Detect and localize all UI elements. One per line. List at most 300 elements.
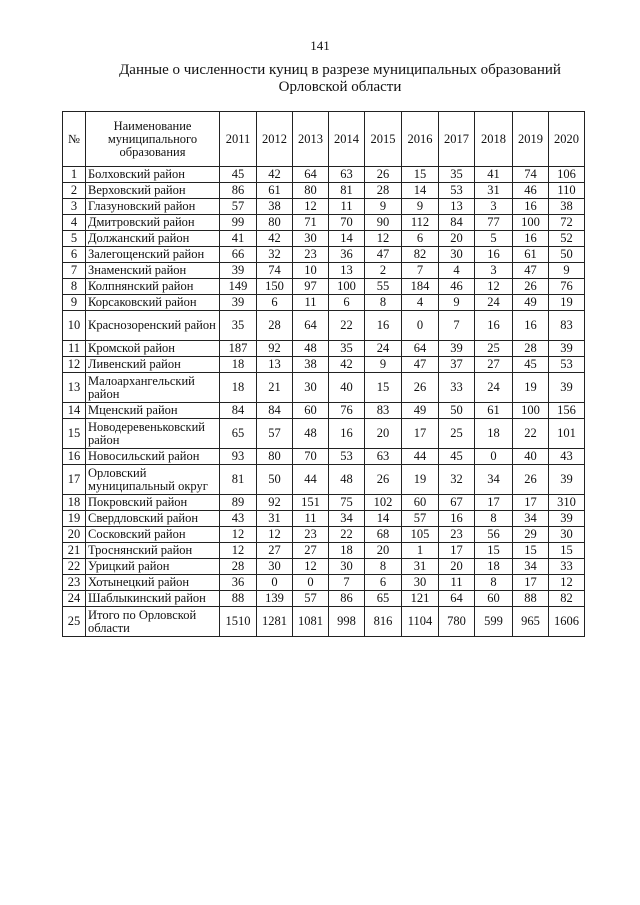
year-value-cell: 6 bbox=[329, 295, 365, 311]
row-number: 9 bbox=[63, 295, 86, 311]
municipality-name: Залегощенский район bbox=[86, 247, 220, 263]
year-value-cell: 44 bbox=[402, 449, 439, 465]
year-value-cell: 57 bbox=[402, 511, 439, 527]
year-value-cell: 5 bbox=[475, 231, 513, 247]
municipality-name: Корсаковский район bbox=[86, 295, 220, 311]
year-value-cell: 49 bbox=[513, 295, 549, 311]
year-value-cell: 61 bbox=[475, 403, 513, 419]
year-value-cell: 71 bbox=[293, 215, 329, 231]
year-value-cell: 67 bbox=[439, 495, 475, 511]
year-value-cell: 6 bbox=[257, 295, 293, 311]
row-number: 13 bbox=[63, 373, 86, 403]
table-body bbox=[63, 167, 585, 637]
year-value-cell: 3 bbox=[475, 199, 513, 215]
header-name bbox=[86, 112, 220, 167]
year-value-cell: 19 bbox=[549, 295, 585, 311]
year-value-cell: 53 bbox=[439, 183, 475, 199]
year-value-cell: 4 bbox=[439, 263, 475, 279]
year-value-cell: 8 bbox=[365, 295, 402, 311]
year-value-cell: 7 bbox=[329, 575, 365, 591]
year-value-cell: 82 bbox=[402, 247, 439, 263]
table-row bbox=[63, 543, 585, 559]
year-value-cell: 105 bbox=[402, 527, 439, 543]
year-value-cell: 45 bbox=[513, 357, 549, 373]
year-value-cell: 9 bbox=[549, 263, 585, 279]
year-value-cell: 39 bbox=[220, 263, 257, 279]
year-value-cell: 139 bbox=[257, 591, 293, 607]
row-number: 24 bbox=[63, 591, 86, 607]
year-value-cell: 47 bbox=[365, 247, 402, 263]
row-number: 6 bbox=[63, 247, 86, 263]
year-value-cell: 43 bbox=[220, 511, 257, 527]
table-row bbox=[63, 403, 585, 419]
year-value-cell: 83 bbox=[365, 403, 402, 419]
year-value-cell: 16 bbox=[439, 511, 475, 527]
year-value-cell: 86 bbox=[329, 591, 365, 607]
year-value-cell: 1104 bbox=[402, 607, 439, 637]
row-number: 15 bbox=[63, 419, 86, 449]
row-number: 17 bbox=[63, 465, 86, 495]
year-value-cell: 53 bbox=[329, 449, 365, 465]
table-row bbox=[63, 373, 585, 403]
year-value-cell: 48 bbox=[293, 419, 329, 449]
year-value-cell: 27 bbox=[293, 543, 329, 559]
year-value-cell: 106 bbox=[549, 167, 585, 183]
year-value-cell: 77 bbox=[475, 215, 513, 231]
year-value-cell: 64 bbox=[439, 591, 475, 607]
year-value-cell: 33 bbox=[549, 559, 585, 575]
table-row bbox=[63, 167, 585, 183]
table-row bbox=[63, 215, 585, 231]
year-value-cell: 70 bbox=[329, 215, 365, 231]
year-value-cell: 18 bbox=[475, 559, 513, 575]
year-value-cell: 23 bbox=[293, 247, 329, 263]
year-value-cell: 46 bbox=[439, 279, 475, 295]
year-value-cell: 102 bbox=[365, 495, 402, 511]
year-value-cell: 121 bbox=[402, 591, 439, 607]
year-value-cell: 46 bbox=[513, 183, 549, 199]
year-value-cell: 30 bbox=[329, 559, 365, 575]
year-value-cell: 4 bbox=[402, 295, 439, 311]
municipality-name: Троснянский район bbox=[86, 543, 220, 559]
municipality-name: Ливенский район bbox=[86, 357, 220, 373]
table-row bbox=[63, 263, 585, 279]
year-value-cell: 36 bbox=[220, 575, 257, 591]
year-value-cell: 26 bbox=[513, 465, 549, 495]
year-value-cell: 0 bbox=[475, 449, 513, 465]
year-value-cell: 38 bbox=[549, 199, 585, 215]
year-value-cell: 48 bbox=[329, 465, 365, 495]
year-value-cell: 49 bbox=[402, 403, 439, 419]
year-value-cell: 12 bbox=[293, 199, 329, 215]
year-value-cell: 30 bbox=[293, 231, 329, 247]
year-value-cell: 39 bbox=[220, 295, 257, 311]
year-value-cell: 151 bbox=[293, 495, 329, 511]
year-value-cell: 1281 bbox=[257, 607, 293, 637]
header-year: 2018 bbox=[475, 112, 513, 167]
year-value-cell: 998 bbox=[329, 607, 365, 637]
table-row bbox=[63, 183, 585, 199]
year-value-cell: 16 bbox=[475, 247, 513, 263]
document-title bbox=[90, 62, 590, 96]
year-value-cell: 17 bbox=[439, 543, 475, 559]
header-name-line: муниципального bbox=[107, 131, 198, 146]
year-value-cell: 33 bbox=[439, 373, 475, 403]
municipality-name: Покровский район bbox=[86, 495, 220, 511]
year-value-cell: 22 bbox=[513, 419, 549, 449]
row-number: 25 bbox=[63, 607, 86, 637]
municipality-name: Орловский муниципальный округ bbox=[86, 465, 220, 495]
table-row bbox=[63, 511, 585, 527]
year-value-cell: 25 bbox=[439, 419, 475, 449]
year-value-cell: 37 bbox=[439, 357, 475, 373]
year-value-cell: 6 bbox=[365, 575, 402, 591]
year-value-cell: 16 bbox=[513, 231, 549, 247]
header-year: 2020 bbox=[549, 112, 585, 167]
table-row bbox=[63, 311, 585, 341]
year-value-cell: 47 bbox=[513, 263, 549, 279]
row-number: 1 bbox=[63, 167, 86, 183]
year-value-cell: 31 bbox=[475, 183, 513, 199]
year-value-cell: 24 bbox=[475, 373, 513, 403]
year-value-cell: 20 bbox=[365, 543, 402, 559]
year-value-cell: 28 bbox=[513, 341, 549, 357]
year-value-cell: 60 bbox=[475, 591, 513, 607]
year-value-cell: 12 bbox=[257, 527, 293, 543]
year-value-cell: 66 bbox=[220, 247, 257, 263]
year-value-cell: 18 bbox=[475, 419, 513, 449]
year-value-cell: 11 bbox=[439, 575, 475, 591]
year-value-cell: 88 bbox=[513, 591, 549, 607]
year-value-cell: 13 bbox=[329, 263, 365, 279]
year-value-cell: 1510 bbox=[220, 607, 257, 637]
header-name-line: Наименование bbox=[113, 118, 192, 133]
year-value-cell: 76 bbox=[329, 403, 365, 419]
table-row bbox=[63, 607, 585, 637]
year-value-cell: 1081 bbox=[293, 607, 329, 637]
year-value-cell: 15 bbox=[513, 543, 549, 559]
year-value-cell: 101 bbox=[549, 419, 585, 449]
year-value-cell: 9 bbox=[365, 199, 402, 215]
year-value-cell: 42 bbox=[329, 357, 365, 373]
year-value-cell: 187 bbox=[220, 341, 257, 357]
table-row bbox=[63, 199, 585, 215]
year-value-cell: 86 bbox=[220, 183, 257, 199]
year-value-cell: 80 bbox=[293, 183, 329, 199]
year-value-cell: 92 bbox=[257, 495, 293, 511]
table-row bbox=[63, 591, 585, 607]
table-header-row bbox=[63, 112, 585, 167]
year-value-cell: 19 bbox=[513, 373, 549, 403]
year-value-cell: 22 bbox=[329, 311, 365, 341]
year-value-cell: 61 bbox=[257, 183, 293, 199]
year-value-cell: 24 bbox=[365, 341, 402, 357]
year-value-cell: 8 bbox=[475, 575, 513, 591]
row-number: 2 bbox=[63, 183, 86, 199]
year-value-cell: 30 bbox=[439, 247, 475, 263]
year-value-cell: 81 bbox=[329, 183, 365, 199]
municipality-name: Знаменский район bbox=[86, 263, 220, 279]
year-value-cell: 23 bbox=[439, 527, 475, 543]
year-value-cell: 9 bbox=[365, 357, 402, 373]
year-value-cell: 15 bbox=[365, 373, 402, 403]
year-value-cell: 599 bbox=[475, 607, 513, 637]
year-value-cell: 74 bbox=[257, 263, 293, 279]
header-year: 2011 bbox=[220, 112, 257, 167]
marten-population-table bbox=[62, 111, 585, 637]
year-value-cell: 26 bbox=[513, 279, 549, 295]
table-row bbox=[63, 419, 585, 449]
year-value-cell: 26 bbox=[365, 167, 402, 183]
municipality-name: Итого по Орловской области bbox=[86, 607, 220, 637]
year-value-cell: 80 bbox=[257, 215, 293, 231]
year-value-cell: 310 bbox=[549, 495, 585, 511]
table-row bbox=[63, 247, 585, 263]
year-value-cell: 18 bbox=[220, 373, 257, 403]
year-value-cell: 3 bbox=[475, 263, 513, 279]
year-value-cell: 41 bbox=[475, 167, 513, 183]
table-row bbox=[63, 575, 585, 591]
row-number: 11 bbox=[63, 341, 86, 357]
year-value-cell: 16 bbox=[513, 311, 549, 341]
row-number: 20 bbox=[63, 527, 86, 543]
year-value-cell: 22 bbox=[329, 527, 365, 543]
year-value-cell: 16 bbox=[475, 311, 513, 341]
municipality-name: Краснозоренский район bbox=[86, 311, 220, 341]
year-value-cell: 34 bbox=[475, 465, 513, 495]
header-name-line: образования bbox=[119, 144, 186, 159]
year-value-cell: 8 bbox=[475, 511, 513, 527]
year-value-cell: 65 bbox=[365, 591, 402, 607]
year-value-cell: 6 bbox=[402, 231, 439, 247]
table-row bbox=[63, 559, 585, 575]
year-value-cell: 75 bbox=[329, 495, 365, 511]
header-year: 2017 bbox=[439, 112, 475, 167]
year-value-cell: 36 bbox=[329, 247, 365, 263]
year-value-cell: 18 bbox=[220, 357, 257, 373]
year-value-cell: 7 bbox=[402, 263, 439, 279]
year-value-cell: 149 bbox=[220, 279, 257, 295]
header-year: 2012 bbox=[257, 112, 293, 167]
year-value-cell: 80 bbox=[257, 449, 293, 465]
table-row bbox=[63, 495, 585, 511]
header-year: 2019 bbox=[513, 112, 549, 167]
year-value-cell: 30 bbox=[549, 527, 585, 543]
year-value-cell: 100 bbox=[513, 403, 549, 419]
year-value-cell: 12 bbox=[220, 543, 257, 559]
year-value-cell: 50 bbox=[257, 465, 293, 495]
year-value-cell: 40 bbox=[513, 449, 549, 465]
year-value-cell: 39 bbox=[549, 373, 585, 403]
year-value-cell: 34 bbox=[513, 511, 549, 527]
row-number: 16 bbox=[63, 449, 86, 465]
municipality-name: Новодеревеньковский район bbox=[86, 419, 220, 449]
year-value-cell: 780 bbox=[439, 607, 475, 637]
year-value-cell: 28 bbox=[257, 311, 293, 341]
year-value-cell: 64 bbox=[293, 167, 329, 183]
year-value-cell: 0 bbox=[402, 311, 439, 341]
year-value-cell: 184 bbox=[402, 279, 439, 295]
table-row bbox=[63, 449, 585, 465]
year-value-cell: 92 bbox=[257, 341, 293, 357]
year-value-cell: 45 bbox=[439, 449, 475, 465]
year-value-cell: 965 bbox=[513, 607, 549, 637]
year-value-cell: 84 bbox=[439, 215, 475, 231]
year-value-cell: 57 bbox=[293, 591, 329, 607]
year-value-cell: 84 bbox=[220, 403, 257, 419]
row-number: 7 bbox=[63, 263, 86, 279]
year-value-cell: 12 bbox=[293, 559, 329, 575]
header-year: 2016 bbox=[402, 112, 439, 167]
row-number: 4 bbox=[63, 215, 86, 231]
year-value-cell: 16 bbox=[513, 199, 549, 215]
year-value-cell: 35 bbox=[439, 167, 475, 183]
year-value-cell: 24 bbox=[475, 295, 513, 311]
year-value-cell: 13 bbox=[257, 357, 293, 373]
year-value-cell: 84 bbox=[257, 403, 293, 419]
year-value-cell: 35 bbox=[329, 341, 365, 357]
year-value-cell: 30 bbox=[402, 575, 439, 591]
year-value-cell: 82 bbox=[549, 591, 585, 607]
year-value-cell: 61 bbox=[513, 247, 549, 263]
year-value-cell: 42 bbox=[257, 167, 293, 183]
row-number: 14 bbox=[63, 403, 86, 419]
header-num: № bbox=[63, 112, 86, 167]
page-number: 141 bbox=[310, 38, 330, 53]
year-value-cell: 50 bbox=[439, 403, 475, 419]
row-number: 19 bbox=[63, 511, 86, 527]
year-value-cell: 56 bbox=[475, 527, 513, 543]
table-row bbox=[63, 465, 585, 495]
year-value-cell: 10 bbox=[293, 263, 329, 279]
row-number: 21 bbox=[63, 543, 86, 559]
year-value-cell: 17 bbox=[513, 495, 549, 511]
year-value-cell: 18 bbox=[329, 543, 365, 559]
year-value-cell: 47 bbox=[402, 357, 439, 373]
year-value-cell: 48 bbox=[293, 341, 329, 357]
year-value-cell: 17 bbox=[402, 419, 439, 449]
header-year: 2014 bbox=[329, 112, 365, 167]
year-value-cell: 31 bbox=[257, 511, 293, 527]
year-value-cell: 27 bbox=[257, 543, 293, 559]
year-value-cell: 44 bbox=[293, 465, 329, 495]
year-value-cell: 35 bbox=[220, 311, 257, 341]
year-value-cell: 1606 bbox=[549, 607, 585, 637]
year-value-cell: 57 bbox=[220, 199, 257, 215]
year-value-cell: 11 bbox=[329, 199, 365, 215]
row-number: 5 bbox=[63, 231, 86, 247]
year-value-cell: 39 bbox=[549, 341, 585, 357]
year-value-cell: 9 bbox=[439, 295, 475, 311]
header-year: 2015 bbox=[365, 112, 402, 167]
year-value-cell: 39 bbox=[549, 511, 585, 527]
year-value-cell: 26 bbox=[402, 373, 439, 403]
year-value-cell: 0 bbox=[293, 575, 329, 591]
row-number: 8 bbox=[63, 279, 86, 295]
year-value-cell: 97 bbox=[293, 279, 329, 295]
title-line-2: Орловской области bbox=[278, 79, 402, 95]
year-value-cell: 34 bbox=[329, 511, 365, 527]
year-value-cell: 72 bbox=[549, 215, 585, 231]
year-value-cell: 17 bbox=[513, 575, 549, 591]
year-value-cell: 14 bbox=[329, 231, 365, 247]
row-number: 23 bbox=[63, 575, 86, 591]
year-value-cell: 11 bbox=[293, 511, 329, 527]
year-value-cell: 15 bbox=[402, 167, 439, 183]
year-value-cell: 150 bbox=[257, 279, 293, 295]
municipality-name: Хотынецкий район bbox=[86, 575, 220, 591]
row-number: 12 bbox=[63, 357, 86, 373]
year-value-cell: 89 bbox=[220, 495, 257, 511]
year-value-cell: 60 bbox=[293, 403, 329, 419]
year-value-cell: 23 bbox=[293, 527, 329, 543]
year-value-cell: 20 bbox=[439, 559, 475, 575]
year-value-cell: 27 bbox=[475, 357, 513, 373]
year-value-cell: 8 bbox=[365, 559, 402, 575]
year-value-cell: 64 bbox=[293, 311, 329, 341]
year-value-cell: 52 bbox=[549, 231, 585, 247]
year-value-cell: 16 bbox=[329, 419, 365, 449]
year-value-cell: 43 bbox=[549, 449, 585, 465]
year-value-cell: 110 bbox=[549, 183, 585, 199]
year-value-cell: 28 bbox=[220, 559, 257, 575]
year-value-cell: 13 bbox=[439, 199, 475, 215]
year-value-cell: 15 bbox=[475, 543, 513, 559]
municipality-name: Малоархангельский район bbox=[86, 373, 220, 403]
municipality-name: Сосковский район bbox=[86, 527, 220, 543]
municipality-name: Колпнянский район bbox=[86, 279, 220, 295]
year-value-cell: 29 bbox=[513, 527, 549, 543]
year-value-cell: 14 bbox=[402, 183, 439, 199]
year-value-cell: 68 bbox=[365, 527, 402, 543]
year-value-cell: 63 bbox=[365, 449, 402, 465]
year-value-cell: 38 bbox=[257, 199, 293, 215]
year-value-cell: 19 bbox=[402, 465, 439, 495]
municipality-name: Болховский район bbox=[86, 167, 220, 183]
year-value-cell: 26 bbox=[365, 465, 402, 495]
year-value-cell: 1 bbox=[402, 543, 439, 559]
row-number: 18 bbox=[63, 495, 86, 511]
year-value-cell: 7 bbox=[439, 311, 475, 341]
year-value-cell: 90 bbox=[365, 215, 402, 231]
municipality-name: Урицкий район bbox=[86, 559, 220, 575]
year-value-cell: 100 bbox=[513, 215, 549, 231]
row-number: 10 bbox=[63, 311, 86, 341]
municipality-name: Свердловский район bbox=[86, 511, 220, 527]
year-value-cell: 83 bbox=[549, 311, 585, 341]
year-value-cell: 0 bbox=[257, 575, 293, 591]
year-value-cell: 38 bbox=[293, 357, 329, 373]
table-row bbox=[63, 527, 585, 543]
year-value-cell: 9 bbox=[402, 199, 439, 215]
municipality-name: Мценский район bbox=[86, 403, 220, 419]
year-value-cell: 31 bbox=[402, 559, 439, 575]
year-value-cell: 28 bbox=[365, 183, 402, 199]
year-value-cell: 41 bbox=[220, 231, 257, 247]
year-value-cell: 12 bbox=[365, 231, 402, 247]
municipality-name: Дмитровский район bbox=[86, 215, 220, 231]
year-value-cell: 156 bbox=[549, 403, 585, 419]
municipality-name: Новосильский район bbox=[86, 449, 220, 465]
year-value-cell: 81 bbox=[220, 465, 257, 495]
year-value-cell: 70 bbox=[293, 449, 329, 465]
table-row bbox=[63, 357, 585, 373]
table-row bbox=[63, 279, 585, 295]
municipality-name: Верховский район bbox=[86, 183, 220, 199]
year-value-cell: 40 bbox=[329, 373, 365, 403]
year-value-cell: 12 bbox=[220, 527, 257, 543]
year-value-cell: 39 bbox=[549, 465, 585, 495]
